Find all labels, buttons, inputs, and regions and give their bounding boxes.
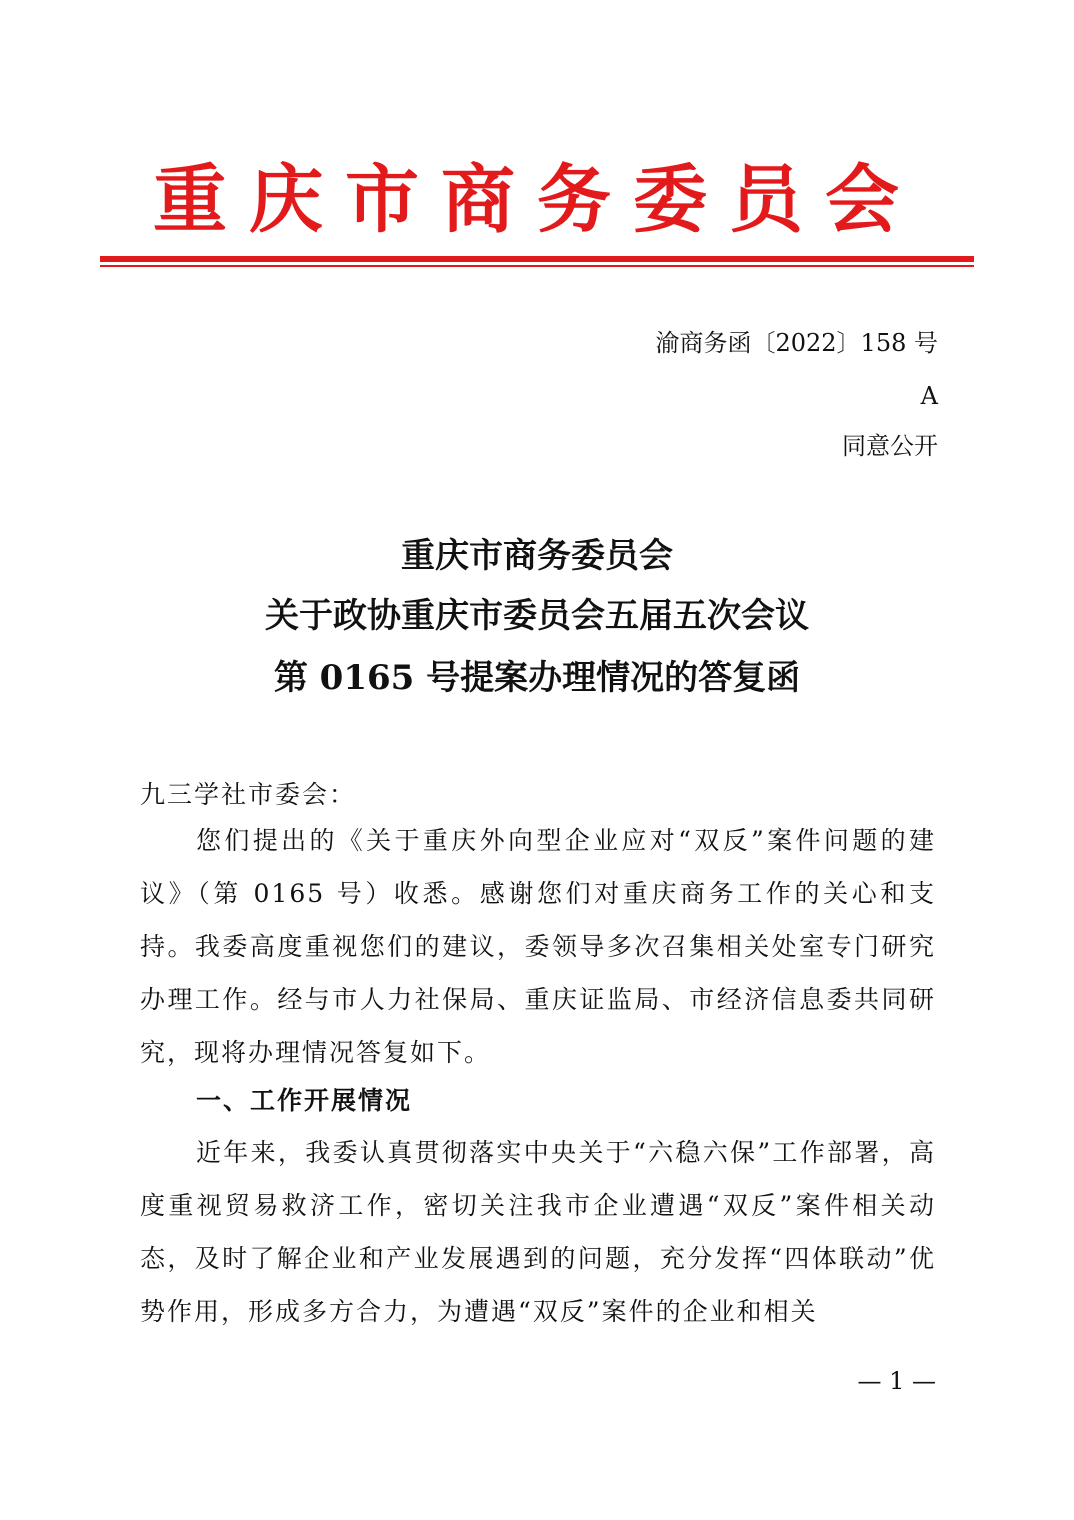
document-category: A <box>920 382 938 410</box>
disclosure-status: 同意公开 <box>842 432 938 460</box>
page-number: — 1 — <box>857 1367 936 1395</box>
document-title-line-2: 关于政协重庆市委员会五届五次会议 <box>265 596 809 636</box>
document-title-line-1: 重庆市商务委员会 <box>401 536 673 576</box>
document-number: 渝商务函〔2022〕158 号 <box>655 329 938 357</box>
body-paragraph-2: 近年来，我委认真贯彻落实中央关于“六稳六保”工作部署，高度重视贸易救济工作，密切关注我市企业遭遇“双反”案件相关动态，及时了解企业和产业发展遇到的问题，充分发挥“四体联动”优势作用，形成多方合力，为遭遇“双反”案件的企业和相关 <box>140 1138 936 1326</box>
document-title-line-3: 第 0165 号提案办理情况的答复函 <box>273 658 801 698</box>
section-heading-1: 一、工作开展情况 <box>196 1086 413 1115</box>
salutation: 九三学社市委会： <box>140 780 357 809</box>
body-paragraph-1: 您们提出的《关于重庆外向型企业应对“双反”案件问题的建议》（第 0165 号）收悉。感谢您们对重庆商务工作的关心和支持。我委高度重视您们的建议，委领导多次召集相关处室专门研究办理工作。经与市人力社保局、重庆证监局、市经济信息委共同研究，现将办理情况答复如下。 <box>140 826 936 1067</box>
letterhead-rule-thick <box>100 256 974 262</box>
letterhead-rule-thin <box>100 265 974 267</box>
letterhead-title: 重庆市商务委员会 <box>153 157 921 243</box>
